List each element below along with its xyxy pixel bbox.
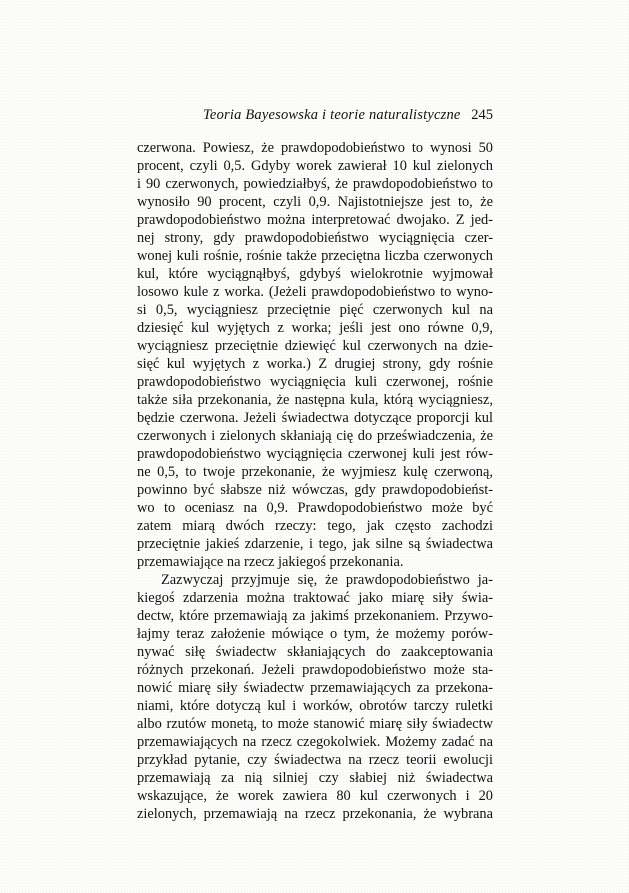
text-line: łajmy teraz założenie mówiące o tym, że możemy porów-	[137, 626, 493, 642]
paragraph	[137, 139, 493, 571]
text-line: nowić miarę siły świadectw przemawiających za przekona-	[137, 680, 493, 696]
text-line: prawdopodobieństwo wyciągnięcia czerwonej kuli jest rów-	[137, 446, 493, 462]
running-header-title: Teoria Bayesowska i teorie naturalistyczne	[203, 107, 461, 123]
text-line: zielonych, przemawiają na rzecz przekonania, że wybrana	[137, 806, 493, 822]
text-line: sięć kul wyjętych z worka.) Z drugiej strony, gdy rośnie	[137, 356, 493, 372]
text-line: nej strony, gdy prawdopodobieństwo wyciągnięcia czer-	[137, 230, 493, 246]
text-line: albo rzutów monetą, to może stanowić miarę siły świadectw	[137, 716, 493, 732]
text-line: nywać siłę świadectw skłaniających do zaakceptowania	[137, 644, 493, 660]
text-line: dziesięć kul wyjętych z worka; jeśli jest ono równe 0,9,	[137, 320, 493, 336]
text-line: Zazwyczaj przyjmuje się, że prawdopodobieństwo ja-	[161, 572, 493, 588]
text-line: dectw, które przemawiają za jakimś przekonaniem. Przywo-	[137, 608, 493, 624]
text-line: będzie czerwona. Jeżeli świadectwa dotyczące proporcji kul	[137, 410, 493, 426]
text-line: wyciągniesz przeciętnie dziewięć kul czerwonych na dzie-	[137, 338, 493, 354]
text-line: wynosiło 90 procent, czyli 0,9. Najistotniejsze jest to, że	[137, 194, 493, 210]
text-line: wonej kuli rośnie, rośnie także przeciętna liczba czerwonych	[137, 248, 493, 264]
text-line: wo to oceniasz na 0,9. Prawdopodobieństwo może być	[137, 500, 493, 516]
text-line: prawdopodobieństwo wyciągnięcia kuli czerwonej, rośnie	[137, 374, 493, 390]
text-line: przemawiających na rzecz czegokolwiek. Możemy zadać na	[137, 734, 493, 750]
text-line: prawdopodobieństwo można interpretować dwojako. Z jed-	[137, 212, 493, 228]
text-line: kiegoś zdarzenia można traktować jako miarę siły świa-	[137, 590, 493, 606]
text-line: wskazujące, że worek zawiera 80 kul czerwonych i 20	[137, 788, 493, 804]
text-line: losowo kule z worka. (Jeżeli prawdopodobieństwo to wyno-	[137, 284, 493, 300]
text-line: przykład pytanie, czy świadectwa na rzecz teorii ewolucji	[137, 752, 493, 768]
text-block	[137, 139, 493, 823]
text-line: przemawiają za nią silniej czy słabiej niż świadectwa	[137, 770, 493, 786]
text-line: kul, które wyciągnąłbyś, gdybyś wielokrotnie wyjmował	[137, 266, 493, 282]
text-line: różnych przekonań. Jeżeli prawdopodobieństwo może sta-	[137, 662, 493, 678]
text-line: powinno być słabsze niż wówczas, gdy prawdopodobieńst-	[137, 482, 493, 498]
paragraph	[137, 571, 493, 823]
text-line: czerwona. Powiesz, że prawdopodobieństwo to wynosi 50	[137, 140, 493, 156]
text-line: przemawiające na rzecz jakiegoś przekonania.	[137, 554, 404, 570]
text-line: ne 0,5, to twoje przekonanie, że wyjmiesz kulę czerwoną,	[137, 464, 493, 480]
text-line: procent, czyli 0,5. Gdyby worek zawierał 10 kul zielonych	[137, 158, 493, 174]
text-line: czerwonych i zielonych skłaniają cię do przeświadczenia, że	[137, 428, 493, 444]
text-line: i 90 czerwonych, powiedziałbyś, że prawdopodobieństwo to	[137, 176, 493, 192]
text-line: przeciętnie jakieś zdarzenie, i tego, jak silne są świadectwa	[137, 536, 493, 552]
text-line: zatem miarą dwóch rzeczy: tego, jak często zachodzi	[137, 518, 493, 534]
text-line: także siła przekonania, że następna kula, którą wyciągniesz,	[137, 392, 493, 408]
running-header	[137, 106, 493, 124]
page-number: 245	[471, 107, 493, 123]
text-line: si 0,5, wyciągniesz przeciętnie pięć czerwonych kul na	[137, 302, 493, 318]
text-line: niami, które dotyczą kul i worków, obrotów tarczy ruletki	[137, 698, 493, 714]
